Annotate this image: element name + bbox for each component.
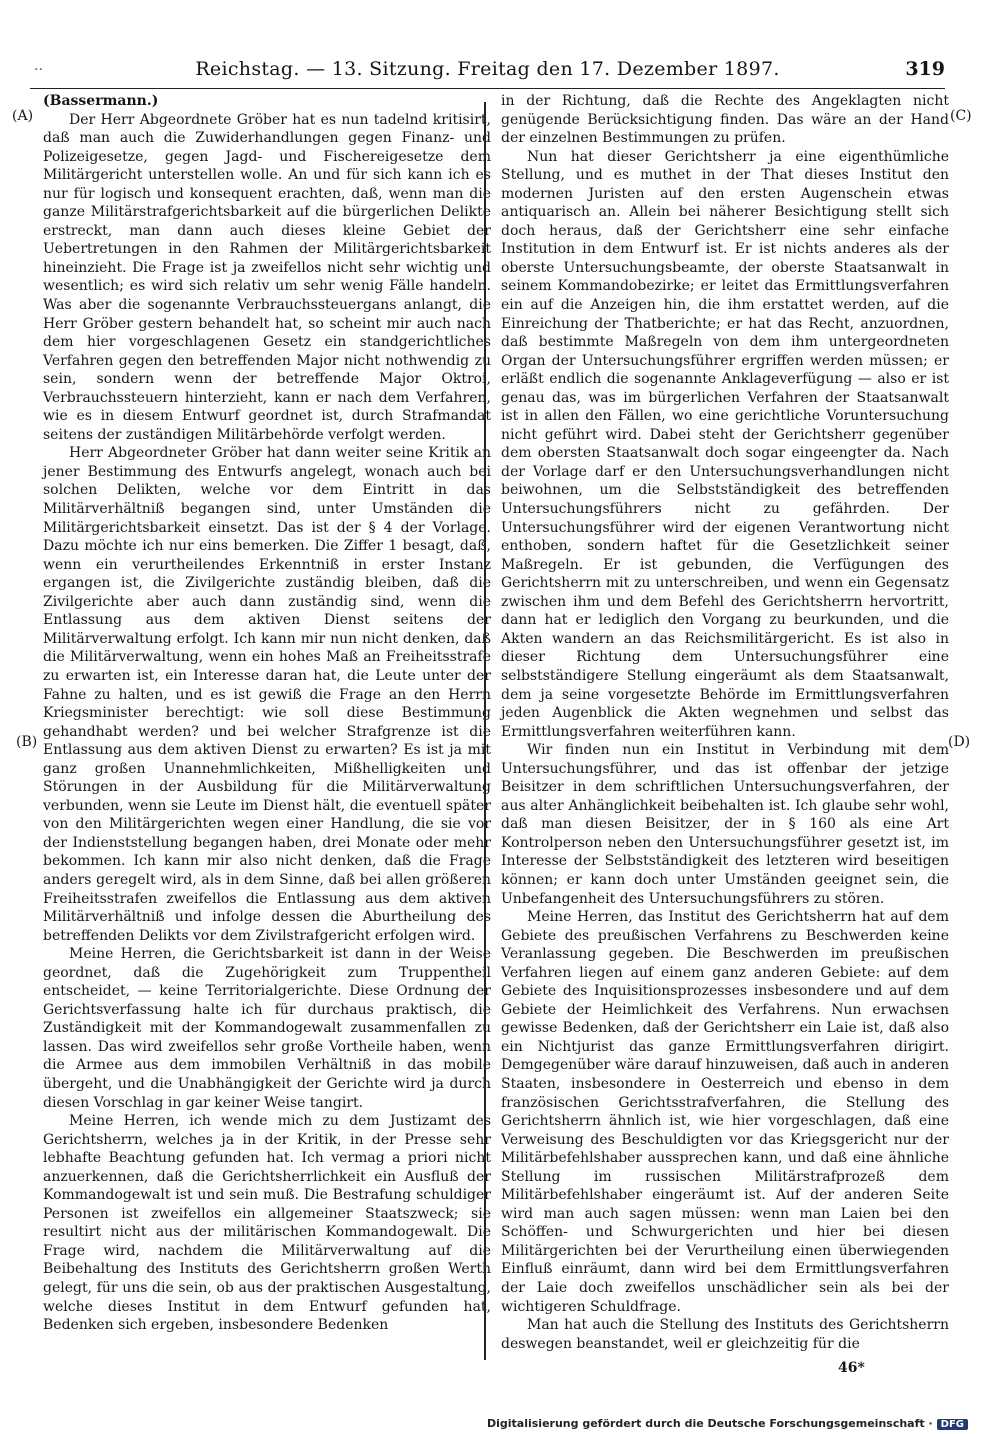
right-paragraph-1: in der Richtung, daß die Rechte des Angeklagten nicht genügende Berücksichtigung finden. Das wäre an der Hand der einzelnen Bestimmungen zu prüfen. (501, 93, 949, 147)
right-paragraph-5: Man hat auch die Stellung des Instituts des Gerichtsherrn deswegen beanstandet, weil er gleichzeitig für die (501, 1317, 949, 1352)
margin-marker-a: (A) (12, 108, 34, 124)
page-header (30, 58, 945, 84)
margin-marker-b: (B) (16, 734, 38, 750)
left-paragraph-1: Der Herr Abgeordnete Gröber hat es nun tadelnd kritisirt, daß man auch die Zuwiderhandlungen gegen Finanz- und Polizeigesetze, gegen Jagd- und Fischereigesetze dem Militärgericht unterstellen wolle. An und für sich kann ich es nur für logisch und konsequent erachten, daß, wenn man die ganze Militärstrafgerichtsbarkeit auf die bürgerlichen Delikte erstreckt, man dann auch dieses kleine Gebiet der Uebertretungen in den Rahmen der Militärgerichtsbarkeit hineinzieht. Die Frage ist ja zweifellos nicht sehr wichtig und wesentlich; es wird sich relativ um sehr wenig Fälle handeln. Was aber die sogenannte Verbrauchssteuergans anlangt, die Herr Gröber gestern behandelt hat, so scheint mir auch nach dem hier vorgeschlagenen Gesetz ein standgerichtliches Verfahren gegen den betreffenden Major nicht nothwendig zu sein, sondern wenn der betreffende Major Oktroi, Verbrauchssteuern hinterzieht, kann er nach dem Verfahren, wie es in diesem Entwurf geordnet ist, durch Strafmandat seitens der zuständigen Militärbehörde verfolgt werden. (43, 111, 491, 443)
right-column (501, 92, 949, 1353)
header-title: Reichstag. — 13. Sitzung. Freitag den 17. Dezember 1897. (195, 58, 780, 80)
right-paragraph-4: Meine Herren, das Institut des Gerichtsherrn hat auf dem Gebiete des preußischen Verfahrens zu Beschwerden keine Veranlassung gegeben. Die Beschwerden im preußischen Verfahren liegen auf einem ganz anderen Gebiete: auf dem Gebiete des Inquisitionsprozesses insbesondere und auf dem Gebiete der Heimlichkeit des Verfahrens. Nun erwachsen gewisse Bedenken, daß der Gerichtsherr ein Laie ist, daß also ein Nichtjurist das ganze Ermittlungsverfahren dirigirt. Demgegenüber wäre darauf hinzuweisen, daß auch in anderen Staaten, insbesondere in Oesterreich und ebenso in dem französischen Gerichtsstrafverfahren, die Stellung des Gerichtsherrn ähnlich ist, wie hier vorgeschlagen, daß eine Verweisung des Beschuldigten vor das Kriegsgericht nur der Militärbefehlshaber aussprechen kann, und daß eine ähnliche Stellung im russischen Militärstrafprozeß dem Militärbefehlshaber eingeräumt ist. Auf der anderen Seite wird man auch sagen müssen: wenn man Laien bei den Schöffen- und Schwurgerichten und hier bei diesen Militärgerichten bei der Verurtheilung einen überwiegenden Einfluß einräumt, dann wird bei dem Ermittlungsverfahren der Laie doch zweifellos unschädlicher sein als bei der wichtigeren Schuldfrage. (501, 909, 949, 1315)
left-paragraph-2: Herr Abgeordneter Gröber hat dann weiter seine Kritik an jener Bestimmung des Entwurfs angelegt, wonach auch bei solchen Delikten, welche vor dem Eintritt in das Militärverhältniß begangen sind, unter Umständen die Militärgerichtsbarkeit einsetzt. Das ist der § 4 der Vorlage. Dazu möchte ich nur eins bemerken. Die Ziffer 1 besagt, daß, wenn ein verurtheilendes Erkenntniß in erster Instanz ergangen ist, die Zivilgerichte zuständig bleiben, daß die Zivilgerichte aber auch dann zuständig sind, wenn die Entlassung aus dem aktiven Dienst seitens der Militärverwaltung erfolgt. Ich kann mir nun nicht denken, daß die Militärverwaltung, wenn ein hohes Maß an Freiheitsstrafe zu erwarten ist, ein Interesse daran hat, die Leute unter der Fahne zu halten, und es ist gewiß die Frage an den Herrn Kriegsminister berechtigt: wie soll diese Bestimmung gehandhabt werden? und bei welcher Strafgrenze ist die Entlassung aus dem aktiven Dienst zu erwarten? Es ist ja mit ganz großen Unannehmlichkeiten, Mißhelligkeiten und Störungen in der Ausbildung für die Militärverwaltung verbunden, wenn sie Leute im Dienst hält, die eventuell später von den Militärgerichten wegen einer Handlung, die sie vor der Indienststellung begangen haben, drei Monate oder mehr bekommen. Ich kann mir also nicht denken, daß die Frage anders geregelt wird, als in dem Sinne, daß bei allen größeren Freiheitsstrafen zweifellos die Entlassung aus dem aktiven Militärverhältniß und infolge dessen die Aburtheilung des betreffenden Delikts vor dem Zivilstrafgericht erfolgen wird. (43, 445, 491, 944)
credit-text: Digitalisierung gefördert durch die Deutsche Forschungsgemeinschaft · (486, 1417, 933, 1430)
dfg-logo: DFG (937, 1419, 968, 1430)
right-paragraph-2: Nun hat dieser Gerichtsherr ja eine eigenthümliche Stellung, und es muthet in der That dieses Institut den modernen Juristen auf den ersten Augenschein etwas antiquarisch an. Allein bei näherer Besichtigung stellt sich doch heraus, daß der Gerichtsherr eine sehr einfache Institution in dem Entwurf ist. Er ist nichts anderes als der oberste Untersuchungsbeamte, der oberste Staatsanwalt in seinem Kommandobezirke; er leitet das Ermittlungsverfahren ein auf die Anzeigen hin, die ihm erstattet werden, auf die Einreichung der Thatberichte; er hat das Recht, anzuordnen, daß bestimmte Maßregeln von dem ihm untergeordneten Organ der Untersuchungsführer ergriffen werden müssen; er erläßt endlich die sogenannte Anklageverfügung — also er ist genau das, was im bürgerlichen Verfahren der Staatsanwalt ist in allen den Fällen, wo eine gerichtliche Voruntersuchung nicht geführt wird. Dabei steht der Gerichtsherr gegenüber dem obersten Staatsanwalt doch sogar eingeengter da. Nach der Vorlage darf er den Untersuchungsverhandlungen nicht beiwohnen, um die Selbstständigkeit des betreffenden Untersuchungsführers nicht zu gefährden. Der Untersuchungsführer wird der eigenen Verantwortung nicht enthoben, sondern haftet für die Gesetzlichkeit seiner Maßregeln. Er ist gebunden, die Verfügungen des Gerichtsherrn mit zu unterschreiben, und wenn ein Gegensatz zwischen ihm und dem Befehl des Gerichtsherrn hervortritt, dann hat er lediglich den Vorgang zu beurkunden, und die Akten wandern an das Reichsmilitärgericht. Es ist also in dieser Richtung dem Untersuchungsführer eine selbstständigere Stellung eingeräumt als dem Staatsanwalt, dem ja seine vorgesetzte Behörde im Ermittlungsverfahren jeden Augenblick die Akten wegnehmen und selbst das Ermittlungsverfahren weiterführen kann. (501, 148, 949, 740)
header-rule (30, 88, 945, 89)
left-column (43, 92, 491, 1335)
digitization-credit (487, 1417, 968, 1430)
page-number: 319 (905, 58, 945, 80)
speaker-name: (Bassermann.) (43, 93, 159, 109)
margin-marker-d: (D) (948, 734, 971, 750)
sheet-signature: 46* (838, 1360, 865, 1376)
header-dots: .. (34, 58, 43, 74)
right-paragraph-3: Wir finden nun ein Institut in Verbindung mit dem Untersuchungsführer, und das ist offenbar der jetzige Beisitzer in dem schriftlichen Untersuchungsverfahren, der aus alter Anhänglichkeit beibehalten ist. Ich glaube sehr wohl, daß man diesen Beisitzer, der in § 160 als eine Art Kontrolperson neben den Untersuchungsführer gesetzt ist, im Interesse der Selbstständigkeit des letzteren wird beseitigen können; er kann doch unter Umständen geeignet sein, die Unbefangenheit des Untersuchungsführers zu stören. (501, 742, 949, 907)
left-paragraph-4: Meine Herren, ich wende mich zu dem Justizamt des Gerichtsherrn, welches ja in der Kritik, in der Presse sehr lebhafte Beachtung gefunden hat. Ich vermag a priori nicht anzuerkennen, daß die Gerichtsherrlichkeit ein Ausfluß der Kommandogewalt ist und sein muß. Die Bestrafung schuldiger Personen ist zweifellos ein allgemeiner Staatszweck; sie resultirt nicht aus der militärischen Kommandogewalt. Die Frage wird, nachdem die Militärverwaltung auf die Beibehaltung des Instituts des Gerichtsherrn großen Werth gelegt, für uns die sein, ob aus der praktischen Ausgestaltung, welche dieses Institut in dem Entwurf gefunden hat, Bedenken sich ergeben, insbesondere Bedenken (43, 1113, 491, 1334)
column-divider (484, 102, 486, 1360)
left-paragraph-3: Meine Herren, die Gerichtsbarkeit ist dann in der Weise geordnet, daß die Zugehörigkeit zum Truppentheil entscheidet, — keine Territorialgerichte. Diese Ordnung der Gerichtsverfassung halte ich für durchaus praktisch, die Zuständigkeit mit der Kommandogewalt zusammenfallen zu lassen. Das wird zweifellos sehr große Vortheile haben, wenn die Armee aus dem immobilen Verhältniß in das mobile übergeht, und die Unabhängigkeit der Gerichte wird ja durch diesen Vorschlag in gar keiner Weise tangirt. (43, 946, 491, 1111)
margin-marker-c: (C) (950, 108, 972, 124)
